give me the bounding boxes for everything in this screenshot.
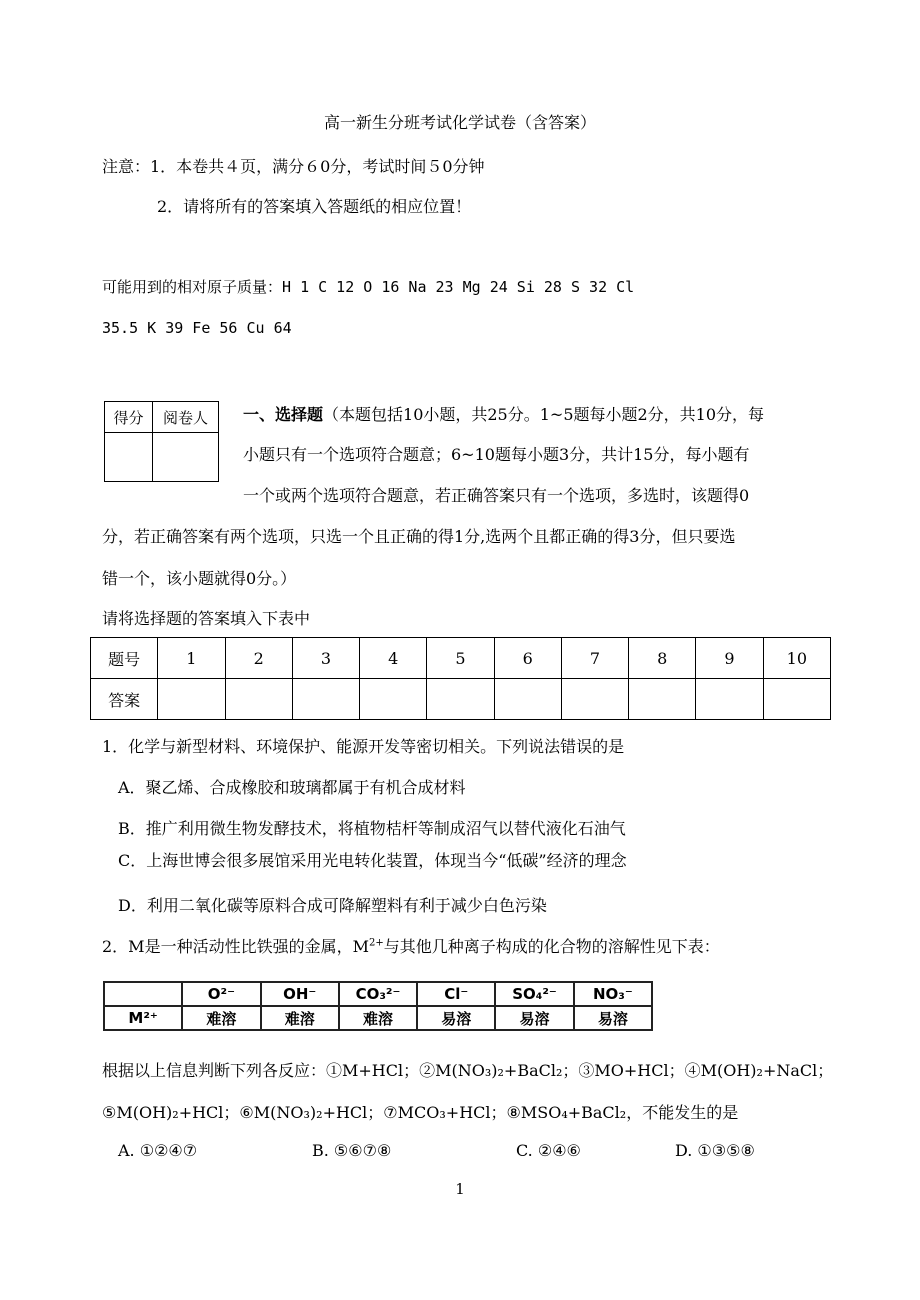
q2-option-a: A. ①②④⑦: [118, 1141, 198, 1160]
atomic-masses-text-1: 可能用到的相对原子质量：H 1 C 12 O 16 Na 23 Mg 24 Si 28 S 32 Cl: [102, 278, 635, 296]
section1-text-2: 小题只有一个选项符合题意；6~10题每小题3分，共计15分，每小题有: [243, 445, 750, 464]
solubility-cell: 易溶: [417, 1006, 495, 1030]
q1-option-a: A．聚乙烯、合成橡胶和玻璃都属于有机合成材料: [118, 778, 466, 797]
note-line-1: 注意：1．本卷共４页，满分６0分，考试时间５0分钟: [102, 157, 485, 176]
ion-header: NO₃⁻: [574, 982, 652, 1006]
cation-label: M²⁺: [104, 1006, 182, 1030]
atomic-masses-line-2: [102, 318, 292, 337]
answer-cell[interactable]: [158, 679, 225, 720]
question-number: 6: [494, 638, 561, 679]
score-label: 得分: [105, 402, 153, 433]
exam-title: 高一新生分班考试化学试卷（含答案）: [323, 113, 596, 132]
question-number: 1: [158, 638, 225, 679]
solubility-cell: 难溶: [182, 1006, 260, 1030]
solubility-cell: 难溶: [261, 1006, 339, 1030]
q1-stem: 1．化学与新型材料、环境保护、能源开发等密切相关。下列说法错误的是: [102, 737, 625, 756]
q2-option-c: C. ②④⑥: [516, 1141, 581, 1160]
answer-table: [90, 637, 831, 720]
q2-stem-part-b: 与其他几种离子构成的化合物的溶解性见下表：: [383, 937, 720, 956]
question-number: 8: [629, 638, 696, 679]
answer-label: 答案: [91, 679, 158, 720]
solubility-cell: 难溶: [339, 1006, 417, 1030]
answer-cell[interactable]: [696, 679, 763, 720]
q2-reactions-line-1: 根据以上信息判断下列各反应：①M+HCl；②M(NO₃)₂+BaCl₂；③MO+HCl；④M(OH)₂+NaCl；: [102, 1061, 834, 1080]
q2-stem-superscript: 2+: [368, 937, 384, 949]
section1-heading: 一、选择题: [243, 405, 324, 424]
ion-header: SO₄²⁻: [495, 982, 573, 1006]
score-box: [104, 401, 219, 482]
ion-header: OH⁻: [261, 982, 339, 1006]
section1-first-line: [243, 402, 764, 425]
solubility-value-row: [104, 1006, 652, 1030]
solubility-cell: 易溶: [574, 1006, 652, 1030]
question-number: 3: [292, 638, 359, 679]
answer-cell[interactable]: [561, 679, 628, 720]
answer-cell[interactable]: [763, 679, 830, 720]
section1-text-5: 错一个，该小题就得0分。）: [102, 569, 297, 588]
section1-text-4: 分，若正确答案有两个选项，只选一个且正确的得1分,选两个且都正确的得3分，但只要选: [102, 527, 736, 546]
question-number: 9: [696, 638, 763, 679]
atomic-masses-text-2: 35.5 K 39 Fe 56 Cu 64: [102, 319, 292, 337]
question-number-label: 题号: [91, 638, 158, 679]
answer-table-answer-row: [91, 679, 831, 720]
score-cell[interactable]: [105, 433, 153, 482]
q2-stem: [102, 934, 720, 957]
corner-cell: [104, 982, 182, 1006]
grader-cell[interactable]: [153, 433, 219, 482]
solubility-cell: 易溶: [495, 1006, 573, 1030]
ion-header: Cl⁻: [417, 982, 495, 1006]
q2-option-d: D. ①③⑤⑧: [675, 1141, 755, 1160]
ion-header: CO₃²⁻: [339, 982, 417, 1006]
answer-cell[interactable]: [427, 679, 494, 720]
section1-text-1: （本题包括10小题，共25分。1~5题每小题2分，共10分，每: [323, 405, 765, 424]
answer-cell[interactable]: [629, 679, 696, 720]
section1-instruction: 请将选择题的答案填入下表中: [102, 609, 311, 628]
question-number: 10: [763, 638, 830, 679]
section1-text-3: 一个或两个选项符合题意，若正确答案只有一个选项，多选时，该题得0: [243, 486, 750, 505]
question-number: 4: [360, 638, 427, 679]
q1-option-c: C．上海世博会很多展馆采用光电转化装置，体现当今“低碳”经济的理念: [118, 851, 627, 870]
atomic-masses-line-1: [102, 276, 634, 297]
note-line-2: 2．请将所有的答案填入答题纸的相应位置！: [157, 197, 472, 216]
question-number: 7: [561, 638, 628, 679]
q2-stem-part-a: 2．M是一种活动性比铁强的金属，M: [102, 937, 369, 956]
answer-cell[interactable]: [292, 679, 359, 720]
q1-option-b: B．推广利用微生物发酵技术，将植物桔杆等制成沼气以替代液化石油气: [118, 819, 626, 838]
q2-reactions-line-2: ⑤M(OH)₂+HCl；⑥M(NO₃)₂+HCl；⑦MCO₃+HCl；⑧MSO₄+BaCl₂，不能发生的是: [102, 1103, 739, 1122]
page-number: 1: [455, 1180, 465, 1198]
q2-option-b: B. ⑤⑥⑦⑧: [312, 1141, 392, 1160]
question-number: 2: [225, 638, 292, 679]
answer-cell[interactable]: [360, 679, 427, 720]
q1-option-d: D．利用二氧化碳等原料合成可降解塑料有利于减少白色污染: [118, 896, 547, 915]
answer-cell[interactable]: [494, 679, 561, 720]
solubility-table: [103, 981, 653, 1031]
grader-label: 阅卷人: [153, 402, 219, 433]
ion-header: O²⁻: [182, 982, 260, 1006]
solubility-ion-row: [104, 982, 652, 1006]
answer-table-header-row: [91, 638, 831, 679]
answer-cell[interactable]: [225, 679, 292, 720]
question-number: 5: [427, 638, 494, 679]
